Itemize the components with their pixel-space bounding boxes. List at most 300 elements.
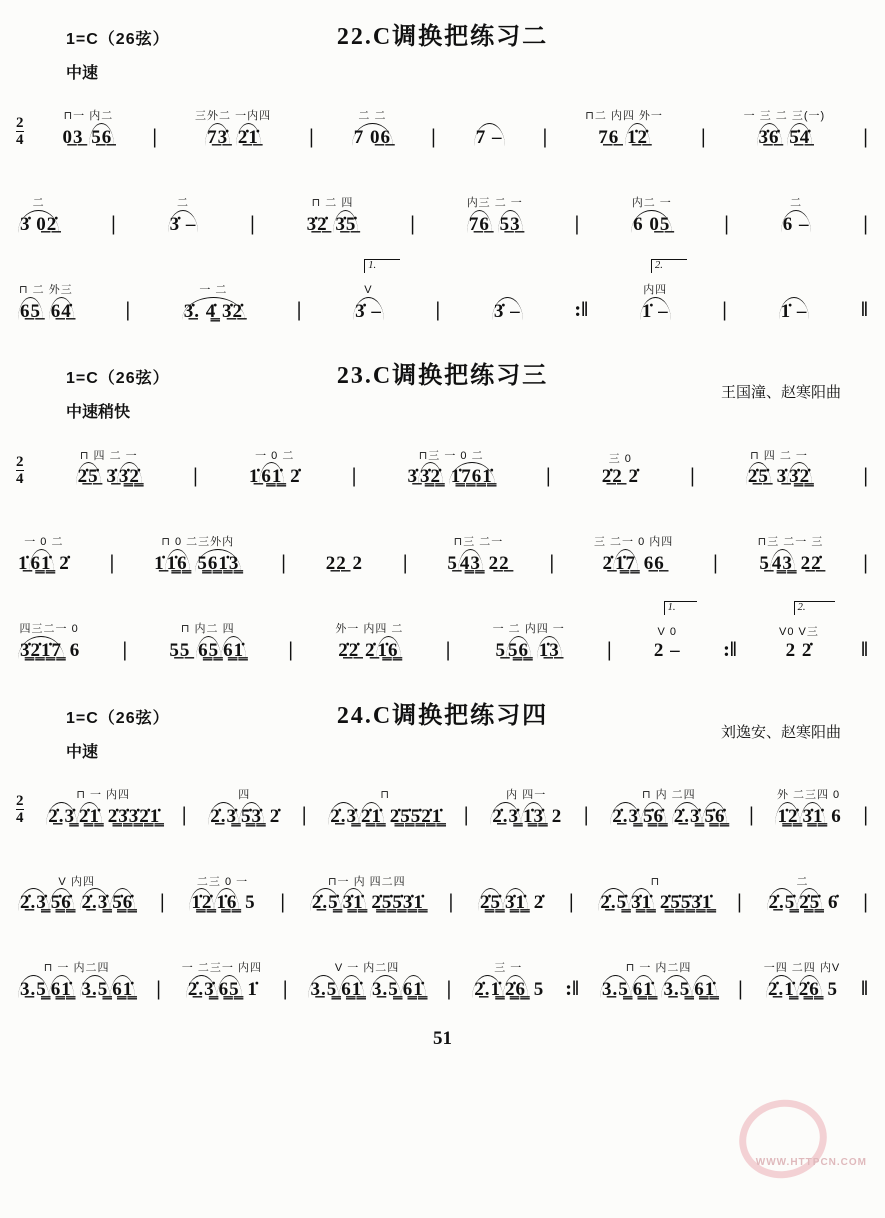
slur: 4̳3̳ (770, 549, 795, 576)
barline: ‖ (861, 975, 868, 1000)
slur: 3̲.5̳ (600, 975, 631, 1002)
slur: 1̳̇6̳ (214, 888, 239, 915)
notes: 2 2̇ (785, 639, 813, 661)
slur: 2̲̇5̲̇ (76, 462, 101, 489)
slur: 3̳̇1̳̇ (629, 888, 654, 915)
notes: 5̲ 4̳3̳ 2̲2̲ (447, 549, 509, 576)
fingering-annotations: 一 三 二 三(一) (743, 110, 826, 123)
fingering-annotations: 三 0 (608, 452, 632, 465)
composer: 王国潼、赵寒阳曲 (720, 384, 841, 402)
time-signature: 2 4 (16, 793, 24, 827)
measure (61, 89, 117, 150)
measure (592, 515, 675, 576)
barline: | (445, 636, 451, 661)
slur: 1̲̇3̲ (537, 636, 562, 663)
fingering-annotations: ⊓三 二一 (453, 536, 504, 549)
fingering-annotations: ⊓三 一 0 二 (418, 449, 484, 462)
fingering-annotations: ⊓ 一 内二四 (625, 962, 692, 975)
slur: 5̳̇6̳̇ (641, 802, 666, 829)
slur: 5̳6̳1̳̇3̳ (195, 549, 241, 576)
notes: 2̲̇.3̳̇ 2̳̇1̳̇ 2̳̇3̳̇3̳̇2̳̇1̳̇ (46, 802, 160, 829)
slur: 7̲6̲ (467, 210, 492, 237)
fingering-annotations: V 一 内二四 (334, 962, 400, 975)
barline: :‖ (574, 297, 589, 322)
fingering-annotations: ⊓ 内二 四 (180, 623, 235, 636)
barline: :‖ (722, 636, 737, 661)
watermark-url: WWW.HTTPCN.COM (755, 1157, 867, 1168)
tempo-marking: 中速 (66, 743, 99, 761)
notes: 2̲̇ 1̳̇7̳ 6̲6̲ (594, 549, 673, 576)
barline: | (111, 210, 116, 235)
slur: 5̲6̲ (89, 123, 114, 150)
measure (306, 941, 427, 1002)
notes (18, 888, 135, 915)
slur: 3̲.5̳ (661, 975, 692, 1002)
barline: | (574, 210, 580, 235)
notes (744, 123, 826, 150)
notes: 0̲3̲ 5̲6̲ (63, 123, 115, 150)
barline: | (463, 802, 469, 827)
barline: | (568, 889, 574, 913)
exercise-24 (14, 689, 871, 1002)
barline: | (607, 636, 612, 661)
fingering-annotations: 二 (32, 197, 45, 210)
measure (167, 602, 248, 663)
barline: | (152, 123, 157, 148)
barline: | (700, 123, 706, 148)
slur: 6̳1̳̇ (49, 975, 74, 1002)
measure (305, 176, 361, 237)
measure (744, 428, 814, 489)
notes (781, 210, 812, 237)
notes (492, 297, 523, 324)
notes: 1̳̇2̳̇ 3̳̇1̳̇ 6 (775, 802, 841, 829)
barline: | (296, 297, 302, 322)
slur: 3̳̇1̳̇ (800, 802, 825, 829)
slur: 2̲̇.3̳̇ (328, 802, 359, 829)
measure (166, 176, 201, 237)
system (16, 768, 869, 829)
notes: 2̲̇.3̳̇ 1̳̇3̳̇ 2 (490, 802, 562, 829)
exercise-header (14, 10, 871, 56)
fingering-annotations: ⊓二 内四 外一 (585, 110, 663, 123)
measure (777, 263, 812, 324)
fingering-annotations: V (364, 283, 373, 296)
measure (445, 515, 511, 576)
slur: 2̳̇5̳̇ (797, 888, 822, 915)
volta-bracket: 1. (364, 259, 400, 273)
system (16, 428, 869, 489)
notes: 1̲̇ 1̳̇6̳ 5̳6̳1̳̇3̳ (154, 549, 241, 576)
measure (351, 259, 386, 324)
slur: 5̳̇3̳̇ (239, 802, 264, 829)
fingering-annotations (478, 854, 544, 888)
fingering-annotations: 一 二 (199, 283, 228, 296)
slur: 6̳1̳̇ (631, 975, 656, 1002)
slur: 1̇ – (640, 297, 671, 324)
slur: 2̲̇.3̳̇ (672, 802, 703, 829)
system (16, 176, 869, 237)
slur: 2̲̇.3̳̇ (80, 888, 111, 915)
barline: | (448, 889, 454, 913)
notes: 2̲̇5̲̇ 3̲̇ 3̳̇2̳̇ (746, 462, 812, 489)
slur: 1̳̇6̳ (376, 636, 401, 663)
slur: 3̲.5̳ (18, 975, 49, 1002)
slur: 2̲̇.3̳̇ (186, 975, 217, 1002)
barline: | (583, 802, 589, 827)
measure (779, 176, 814, 237)
slur: 6̳1̳̇ (110, 975, 135, 1002)
barline: | (722, 297, 727, 322)
fingering-annotations: ⊓三 二一 三 (757, 536, 824, 549)
notes: 1̲̇ 6̳1̳̇ 2̇ (18, 549, 70, 576)
slur: 2̳̇6̳ (797, 975, 822, 1002)
barline: :‖ (565, 975, 579, 1000)
slur: 3̲.5̳ (308, 975, 339, 1002)
notes: 2̲̇2̲ 2̇ (601, 466, 639, 488)
barline: | (288, 636, 294, 661)
slur: 6̳1̳̇ (29, 549, 54, 576)
notes (18, 975, 135, 1002)
slur: 3̳̇1̳̇ (503, 888, 528, 915)
notes (18, 210, 59, 237)
slur: 3̳̇2̳̇ (787, 462, 812, 489)
slur: 3̳̇1̳̇ (341, 888, 366, 915)
barline: | (863, 889, 868, 913)
slur: 5̳6̳ (506, 636, 531, 663)
time-signature: 2 4 (16, 114, 24, 148)
slur: 2̲̇.3̳̇ (46, 802, 77, 829)
measure (638, 259, 673, 324)
measure (187, 854, 257, 915)
measure (598, 941, 719, 1002)
notes: 2̲2̲ 2 (325, 553, 363, 574)
slur: 2̳̇1̳̇ (77, 802, 102, 829)
measure (180, 941, 264, 1002)
slur: 1̳̇2̳̇ (189, 888, 214, 915)
measure (472, 89, 507, 150)
barline: | (863, 549, 868, 574)
fingering-annotations: 三 一 (494, 962, 523, 975)
fingering-annotations: 外一 内四 二 (335, 623, 404, 636)
slur: 2̲̇.3̳̇ (490, 802, 521, 829)
slur: 6̳1̳̇ (259, 462, 284, 489)
notes (308, 975, 425, 1002)
exercise-22 (14, 10, 871, 323)
notes (18, 297, 74, 324)
fingering-annotations: 二三 0 一 (196, 875, 249, 888)
slur: 3̇ – (353, 297, 384, 324)
fingering-annotations (474, 89, 505, 123)
key-signature: 1=C（26弦） (66, 370, 170, 388)
fingering-annotations: ⊓一 内 四二四 (327, 875, 406, 888)
barline: | (402, 549, 408, 574)
measure (762, 941, 842, 1002)
slur: 6 0̲5̲ (631, 210, 672, 237)
composer: 刘逸安、赵寒阳曲 (720, 723, 841, 741)
measure (350, 89, 395, 150)
notes: 2̲̇.1̳̇ 2̳̇6̳ 5 (472, 975, 544, 1002)
fingering-annotations: 三 二一 0 内四 (594, 536, 674, 549)
measure (490, 263, 525, 324)
barline: ‖ (861, 297, 868, 322)
exercise-title: 23.C调换把练习三 (336, 363, 549, 390)
fingering-annotations: 二 (796, 875, 809, 888)
fingering-annotations: 一 二三一 内四 (181, 962, 262, 975)
notes: 1̲̇ 6̳1̳̇ 2̇ (249, 462, 301, 489)
notes (640, 297, 671, 324)
fingering-annotations (326, 518, 363, 552)
notes: 2̲̇2̲̇ 2̲̇ 1̳̇6̳ (335, 636, 403, 663)
slur: 4̳3̳ (458, 549, 483, 576)
slur: 5̲3̲ (498, 210, 523, 237)
measure (180, 263, 247, 324)
measure (16, 602, 82, 663)
tempo-marking: 中速稍快 (66, 404, 131, 422)
slur: 2̲̇1̲̇ (236, 123, 261, 150)
volta-bracket: 2. (651, 259, 687, 273)
slur: 3̲.5̳ (80, 975, 111, 1002)
barline: | (351, 463, 357, 487)
fingering-annotations (779, 263, 810, 297)
notes (168, 210, 199, 237)
slur: 3̲̇. 4̳̇ 3̲̇2̲̇ (182, 297, 245, 324)
fingering-annotations: 内三 二 一 (466, 197, 523, 210)
slur: 3̳̇2̳̇1̳̇7̳ (18, 636, 64, 663)
measure (333, 602, 405, 663)
fingering-annotations: ⊓ 二 四 (311, 197, 354, 210)
barline: | (863, 463, 868, 487)
slur: 2̲̇.5̳̇ (598, 888, 629, 915)
slur: 2̲̇5̲̇ (746, 462, 771, 489)
measure (193, 89, 273, 150)
watermark (667, 1100, 867, 1190)
notes: 5̲ 4̳3̳ 2̲2̲̇ (758, 549, 824, 576)
barline: | (713, 549, 718, 574)
fingering-annotations: 内二 一 (631, 197, 672, 210)
slur: 6 – (781, 210, 812, 237)
notes: 5̲ 5̳6̳ 1̲̇3̲ (493, 636, 565, 663)
barline: | (160, 889, 165, 913)
fingering-annotations: 一 0 二 (24, 536, 64, 549)
barline: | (156, 975, 161, 1000)
slur: 2̲̇.3̳̇ (18, 888, 49, 915)
watermark-logo-icon (732, 1092, 834, 1187)
slur: 2̳̇6̳ (503, 975, 528, 1002)
notes: 1̳̇2̳̇ 1̳̇6̳ 5 (189, 888, 255, 915)
barline: | (309, 123, 314, 148)
barline: | (435, 297, 441, 322)
notes: 2̲̇.5̳̇ 2̳̇5̳̇ 6̇ (767, 888, 839, 915)
system (16, 259, 869, 324)
barline: | (282, 975, 288, 1000)
measure (491, 602, 567, 663)
slur: 2̲̇.1̳̇ (472, 975, 503, 1002)
slur: 5̳̇6̳̇ (110, 888, 135, 915)
fingering-annotations: ⊓ 一 内四 (76, 788, 131, 801)
slur: 3̲̇5̲̇ (333, 210, 358, 237)
measure (16, 854, 137, 915)
fingering-annotations: 四三二一 0 (19, 623, 79, 636)
slur: 7 – (474, 123, 505, 150)
measure (629, 176, 674, 237)
slur: 1̳̇2̳̇ (775, 802, 800, 829)
system (16, 941, 869, 1002)
barline: | (863, 123, 868, 148)
measure (44, 768, 162, 829)
notes (195, 123, 271, 150)
measure (74, 428, 144, 489)
barline: | (690, 463, 695, 487)
notes: 2̲̇.5̳̇ 3̳̇1̳̇ 2̳̇5̳̇5̳̇3̳̇1̳̇ (310, 888, 424, 915)
slur: 3̲.5̳ (370, 975, 401, 1002)
fingering-annotations: ⊓ 内 二四 (641, 788, 696, 801)
measure (16, 263, 76, 324)
fingering-annotations: ⊓ 二 外三 (19, 283, 73, 296)
notes (182, 297, 245, 324)
measure (583, 89, 665, 150)
slur: 1̳̇6̳ (165, 549, 190, 576)
measure (152, 515, 243, 576)
measure (16, 515, 72, 576)
slur: 3̲̇6̲̇ (757, 123, 782, 150)
fingering-annotations: V0 V三 (779, 626, 819, 639)
barline: | (181, 802, 187, 827)
slur: 6̳5̳ (196, 636, 221, 663)
system (16, 602, 869, 663)
tempo-marking: 中速 (66, 65, 99, 82)
notes (467, 210, 523, 237)
volta-bracket: 1. (664, 601, 697, 615)
barline: | (542, 123, 548, 148)
barline: | (446, 975, 452, 1000)
fingering-annotations: V 内四 (58, 875, 95, 888)
fingering-annotations: V 0 (657, 626, 678, 639)
barline: | (431, 123, 436, 148)
notes: 2̲̇.3̳̇ 6̳5̳ 1̇ (182, 975, 262, 1002)
barline: | (109, 549, 115, 574)
measure (465, 176, 525, 237)
measure (652, 601, 683, 663)
measure (488, 768, 564, 829)
volta-bracket: 2. (794, 601, 835, 615)
fingering-annotations: ⊓ 一 内二四 (43, 962, 110, 975)
slur: 3̳̇2̳̇ (117, 462, 142, 489)
notes: 2̲̇.3̳̇ 2̳̇1̳̇ 2̳̇5̳̇5̳̇2̳̇1̳̇ (328, 802, 442, 829)
slur: 6̳1̳̇ (339, 975, 364, 1002)
barline: | (549, 549, 555, 574)
notes (631, 210, 672, 237)
notes: 2̲̇.3̳̇ 5̳̇3̳̇ 2̇ (208, 802, 280, 829)
measure (326, 768, 444, 829)
measure (476, 854, 546, 915)
exercise-header (14, 349, 871, 402)
measure (406, 428, 497, 489)
time-signature: 2 4 (16, 454, 24, 487)
slur: 6̳1̳̇ (401, 975, 426, 1002)
barline: | (122, 636, 128, 661)
system (16, 515, 869, 576)
slur: 5̳̇6̳̇ (702, 802, 727, 829)
exercise-title: 24.C调换把练习四 (336, 702, 549, 729)
exercise-23 (14, 349, 871, 662)
notes: 2̲̇.1̳̇ 2̳̇6̳ 5 (764, 975, 840, 1002)
notes: 2 – (653, 639, 681, 661)
barline: | (863, 802, 868, 827)
fingering-annotations: 二 (176, 197, 189, 210)
fingering-annotations: ⊓ (380, 788, 390, 801)
score (14, 10, 871, 1002)
system (16, 89, 869, 150)
fingering-annotations: 外 二三四 0 (776, 788, 841, 801)
measure (308, 854, 426, 915)
slur: 2̲̇.5̳̇ (767, 888, 798, 915)
measure (756, 515, 826, 576)
barline: | (738, 975, 743, 1000)
exercise-title: 22.C调换把练习二 (336, 24, 549, 50)
measure (206, 768, 282, 829)
barline: | (737, 889, 742, 913)
slur: 6̲4̲̇ (49, 297, 74, 324)
slur: 5̲̇4̲̇ (787, 123, 812, 150)
measure (773, 768, 843, 829)
notes: 2̲̇.5̳̇ 3̳̇1̳̇ 2̳̇5̳̇5̳̇3̳̇1̳̇ (598, 888, 712, 915)
measure (600, 431, 641, 489)
fingering-annotations: 一 0 二 (255, 449, 295, 462)
measure (16, 941, 137, 1002)
slur: 6̳5̳ (217, 975, 242, 1002)
measure (16, 176, 61, 237)
notes (474, 123, 505, 150)
measure (608, 768, 729, 829)
slur: 7̲3̲̇ (205, 123, 230, 150)
notes (600, 975, 717, 1002)
measure (765, 854, 841, 915)
fingering-annotations: 内 四一 (506, 788, 547, 801)
measure (777, 601, 821, 663)
barline: ‖ (861, 636, 868, 661)
slur: 5̳̇6̳̇ (49, 888, 74, 915)
measure (470, 941, 546, 1002)
notes: 2̲̇5̲̇ 3̲̇ 3̳̇2̳̇ (76, 462, 142, 489)
notes: 3̲̇2̲̇ 3̲̇5̲̇ (307, 210, 359, 237)
fingering-annotations: 二 (790, 197, 803, 210)
measure (247, 428, 303, 489)
fingering-annotations: ⊓ (650, 875, 661, 888)
key-signature: 1=C（26弦） (66, 709, 170, 727)
notes (353, 297, 384, 324)
barline: | (125, 297, 131, 322)
exercise-header (14, 689, 871, 741)
barline: | (250, 210, 255, 235)
slur: 1̳̇7̳ (613, 549, 638, 576)
barline: | (410, 210, 415, 235)
barline: | (301, 802, 307, 827)
barline: | (545, 463, 551, 487)
fingering-annotations (492, 263, 523, 297)
notes: 7̲6̲ 1̲̇2̲̇ (585, 123, 663, 150)
slur: 3̇ – (492, 297, 523, 324)
notes: 3̲̇ 3̳̇2̳̇ 1̳̇7̳6̳1̳̇ (408, 462, 495, 489)
fingering-annotations: 二 二 (358, 110, 387, 123)
slur: 1̳̇7̳6̳1̳̇ (449, 462, 495, 489)
slur: 3̳̇2̳̇ (418, 462, 443, 489)
measure (596, 854, 714, 915)
measure (742, 89, 828, 150)
slur: 2̲̇.3̳̇ (208, 802, 239, 829)
slur: 3̇ 0̲2̲̇ (18, 210, 59, 237)
fingering-annotations: 内四 (643, 283, 668, 296)
